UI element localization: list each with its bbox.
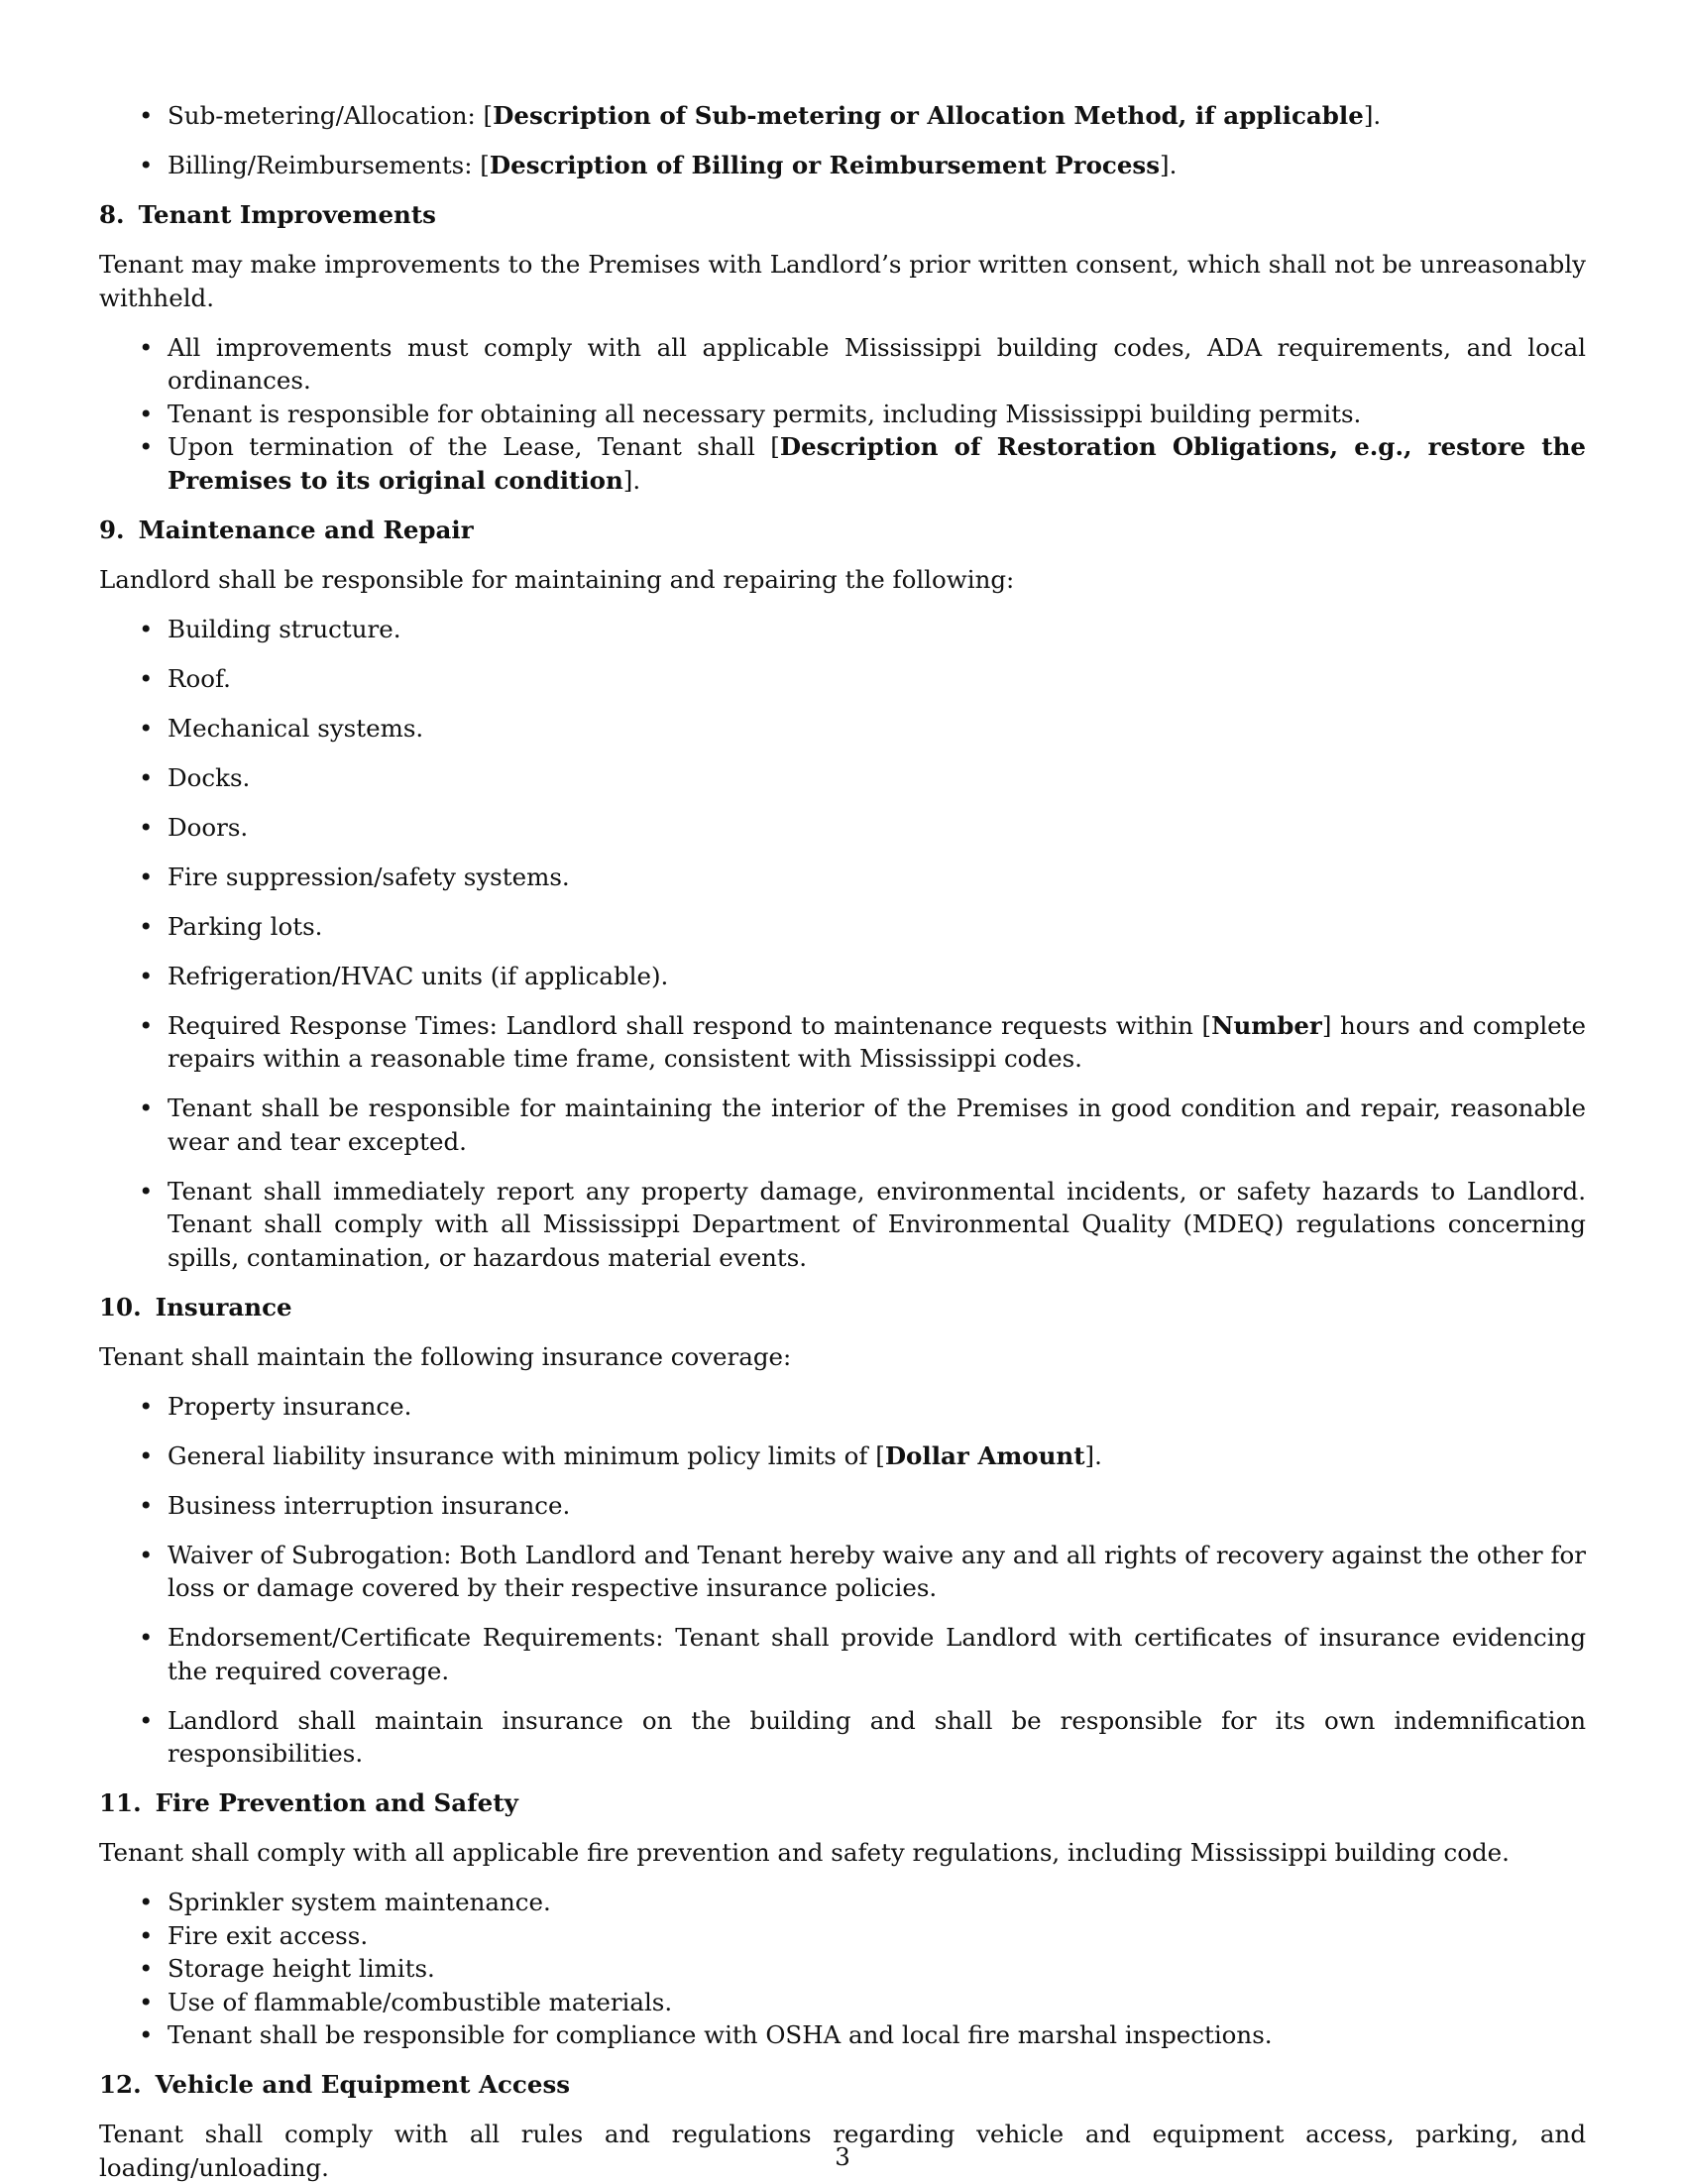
list-item: • Tenant shall be responsible for maintaining the interior of the Premises in good condition and repair, reasonable wear and tear excepted. [99, 1092, 1586, 1158]
section-heading: 11. Fire Prevention and Safety [99, 1788, 518, 1817]
list-item: • Property insurance. [99, 1390, 1586, 1424]
list-item: • Upon termination of the Lease, Tenant shall [Description of Restoration Obligations, e.g., restore the Premises to its original condition]. [99, 430, 1586, 497]
list-item: • Business interruption insurance. [99, 1489, 1586, 1523]
section-heading: 10. Insurance [99, 1292, 292, 1322]
list-item: • Use of flammable/combustible materials. [99, 1986, 1586, 2019]
list-item: • Tenant shall be responsible for compliance with OSHA and local fire marshal inspections. [99, 2018, 1586, 2052]
section-paragraph: Tenant shall comply with all rules and regulations regarding vehicle and equipment access, parking, and loading/unloading. [99, 2120, 1586, 2182]
section-heading: 9. Maintenance and Repair [99, 515, 474, 544]
list-item: • Sub-metering/Allocation: [Description of Sub-metering or Allocation Method, if applicable]. [99, 99, 1586, 133]
section-heading: 8. Tenant Improvements [99, 200, 436, 229]
list-item: • Waiver of Subrogation: Both Landlord and Tenant hereby waive any and all rights of recovery against the other for loss or damage covered by their respective insurance policies. [99, 1539, 1586, 1605]
list-item: • Roof. [99, 662, 1586, 696]
list-item: • Tenant is responsible for obtaining all necessary permits, including Mississippi building permits. [99, 398, 1586, 431]
list-item: • Endorsement/Certificate Requirements: Tenant shall provide Landlord with certificates of insurance evidencing the required coverage. [99, 1621, 1586, 1687]
section-paragraph: Tenant may make improvements to the Premises with Landlord’s prior written consent, which shall not be unreasonably withheld. [99, 250, 1586, 312]
section-paragraph: Tenant shall maintain the following insurance coverage: [99, 1341, 792, 1371]
list-item: • Building structure. [99, 613, 1586, 646]
list-item: • Landlord shall maintain insurance on the building and shall be responsible for its own indemnification responsibilities. [99, 1704, 1586, 1771]
list-item: • Fire exit access. [99, 1919, 1586, 1953]
section-paragraph: Tenant shall comply with all applicable fire prevention and safety regulations, including Mississippi building code. [99, 1838, 1510, 1867]
list-item: • Fire suppression/safety systems. [99, 861, 1586, 894]
list-item: • General liability insurance with minimum policy limits of [Dollar Amount]. [99, 1439, 1586, 1473]
utilities-list [99, 99, 1586, 182]
maintenance-list [99, 613, 1586, 1275]
list-item: • Billing/Reimbursements: [Description of Billing or Reimbursement Process]. [99, 149, 1586, 182]
list-item: • Storage height limits. [99, 1952, 1586, 1986]
improvements-list [99, 331, 1586, 498]
list-item: • Mechanical systems. [99, 712, 1586, 746]
page-content [99, 99, 1586, 2184]
list-item: • Docks. [99, 761, 1586, 795]
list-item: • Tenant shall immediately report any property damage, environmental incidents, or safety hazards to Landlord. Tenant shall comply with all Mississippi Department of Environmental Quality (MDEQ) regulations concerning spills, contamination, or hazardous material events. [99, 1175, 1586, 1275]
fire-safety-list [99, 1886, 1586, 2052]
insurance-list [99, 1390, 1586, 1771]
list-item: • Required Response Times: Landlord shall respond to maintenance requests within [Number] hours and complete repairs within a reasonable time frame, consistent with Mississippi codes. [99, 1009, 1586, 1076]
page-number: 3 [835, 2142, 850, 2171]
section-heading: 12. Vehicle and Equipment Access [99, 2070, 571, 2099]
list-item: • Sprinkler system maintenance. [99, 1886, 1586, 1919]
list-item: • Parking lots. [99, 910, 1586, 944]
list-item: • Doors. [99, 811, 1586, 845]
section-paragraph: Landlord shall be responsible for maintaining and repairing the following: [99, 564, 1015, 594]
list-item: • All improvements must comply with all applicable Mississippi building codes, ADA requirements, and local ordinances. [99, 331, 1586, 398]
list-item: • Refrigeration/HVAC units (if applicable). [99, 960, 1586, 993]
